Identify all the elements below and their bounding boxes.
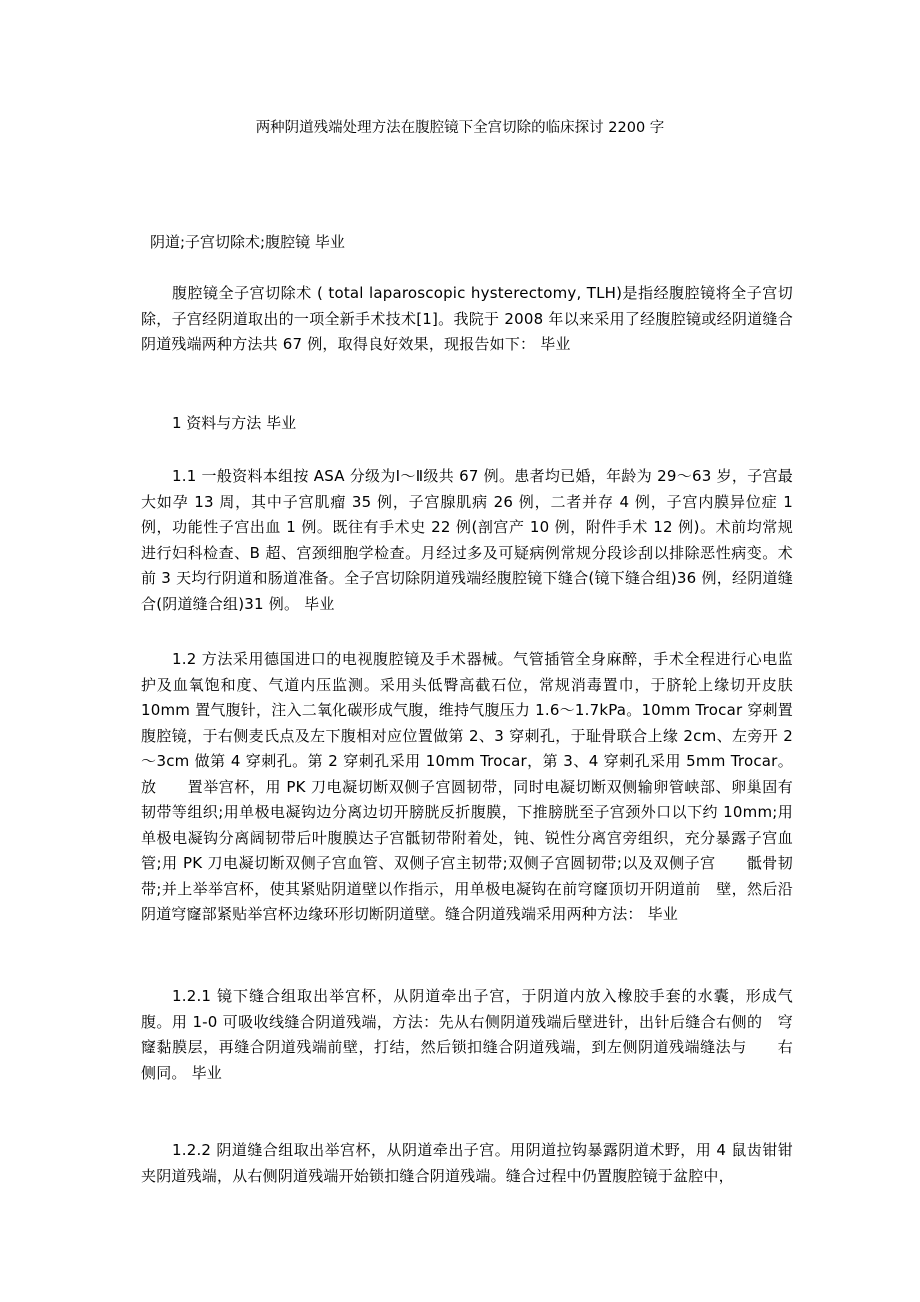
paragraph-1-2-1-laparoscopic-suture: 1.2.1 镜下缝合组取出举宫杯，从阴道牵出子宫，于阴道内放入橡胶手套的水囊，形成气 腹。用 1-0 可吸收线缝合阴道残端，方法：先从右侧阴道残端后壁进针，出针后缝合右侧的 穹窿黏膜层，再缝合阴道残端前壁，打结，然后锁扣缝合阴道残端，到左侧阴道残端缝法与 右侧同。 毕业 xyxy=(141,987,824,1082)
paragraph-1-2-2-vaginal-suture: 1.2.2 阴道缝合组取出举宫杯，从阴道牵出子宫。用阴道拉钩暴露阴道术野，用 4 鼠齿钳钳夹阴道残端，从右侧阴道残端开始锁扣缝合阴道残端。缝合过程中仍置腹腔镜于盆腔中， xyxy=(141,1141,793,1185)
keywords-line: 阴道;子宫切除术;腹腔镜 毕业 xyxy=(150,233,345,251)
document-title: 两种阴道残端处理方法在腹腔镜下全宫切除的临床探讨 2200 字 xyxy=(255,120,665,136)
section-heading-materials-methods: 1 资料与方法 毕业 xyxy=(172,414,297,432)
intro-paragraph: 腹腔镜全子宫切除术 ( total laparoscopic hysterectomy, TLH)是指经腹腔镜将全子宫切除，子宫经阴道取出的一项全新手术技术[1]。我院于 2008 年以来采用了经腹腔镜或经阴道缝合阴道残端两种方法共 67 例，取得良好效果，现报告如下： 毕业 xyxy=(141,284,793,353)
paragraph-1-1-general-data: 1.1 一般资料本组按 ASA 分级为Ⅰ～Ⅱ级共 67 例。患者均已婚，年龄为 29～63 岁，子宫最大如孕 13 周，其中子宫肌瘤 35 例，子宫腺肌病 26 例，二者并存 4 例，子宫内膜异位症 1 例，功能性子宫出血 1 例。既往有手术史 22 例(剖宫产 10 例，附件手术 12 例)。术前均常规进行妇科检查、B 超、宫颈细胞学检查。月经过多及可疑病例常规分段诊刮以排除恶性病变。术前 3 天均行阴道和肠道准备。全子宫切除阴道残端经腹腔镜下缝合(镜下缝合组)36 例，经阴道缝合(阴道缝合组)31 例。 毕业 xyxy=(141,467,793,613)
paragraph-1-2-methods: 1.2 方法采用德国进口的电视腹腔镜及手术器械。气管插管全身麻醉，手术全程进行心电监护及血氧饱和度、气道内压监测。采用头低臀高截石位，常规消毒置巾，于脐轮上缘切开皮肤 10mm 置气腹针，注入二氧化碳形成气腹，维持气腹压力 1.6～1.7kPa。10mm Trocar 穿刺置腹腔镜，于右侧麦氏点及左下腹相对应位置做第 2、3 穿刺孔，于耻骨联合上缘 2cm、左旁开 2～3cm 做第 4 穿刺孔。第 2 穿刺孔采用 10mm Trocar，第 3、4 穿刺孔采用 5mm Trocar。放 置举宫杯，用 PK 刀电凝切断双侧子宫圆韧带，同时电凝切断双侧输卵管峡部、卵巢固有韧带等组织;用单极电凝钩边分离边切开膀胱反折腹膜，下推膀胱至子宫颈外口以下约 10mm;用单极电凝钩分离阔韧带后叶腹膜达子宫骶韧带附着处，钝、锐性分离宫旁组织，充分暴露子宫血管;用 PK 刀电凝切断双侧子宫血管、双侧子宫主韧带;双侧子宫圆韧带;以及双侧子宫 骶骨韧带;并上举举宫杯，使其紧贴阴道壁以作指示，用单极电凝钩在前穹窿顶切开阴道前 壁，然后沿阴道穹窿部紧贴举宫杯边缘环形切断阴道壁。缝合阴道残端采用两种方法： 毕业 xyxy=(141,650,793,923)
